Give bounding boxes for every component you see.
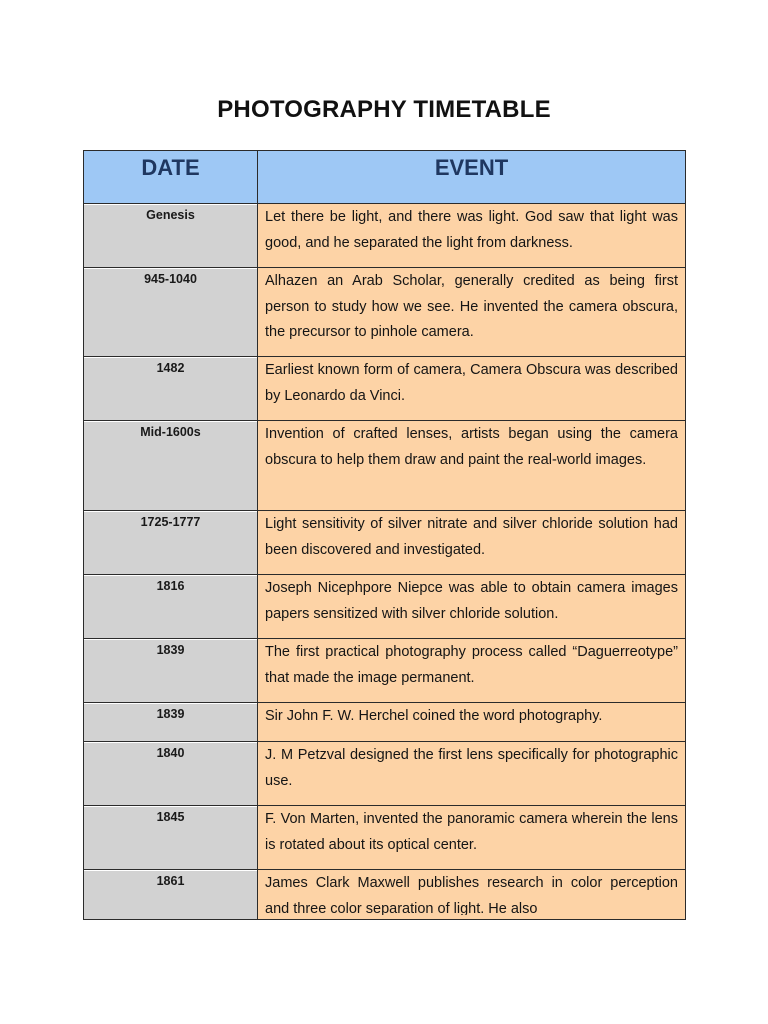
table-row — [84, 639, 686, 703]
date-column-header: DATE — [84, 151, 258, 204]
table-row — [84, 357, 686, 421]
timeline-table — [83, 150, 686, 920]
table-row — [84, 703, 686, 742]
event-cell: Invention of crafted lenses, artists began using the camera obscura to help them draw and paint the real-world images. — [258, 421, 686, 511]
table-row — [84, 268, 686, 357]
event-cell: Joseph Nicephpore Niepce was able to obtain camera images papers sensitized with silver chloride solution. — [258, 575, 686, 639]
date-cell: 1861 — [84, 870, 258, 920]
event-text-clipped: James Clark Maxwell publishes research in color perception and three color separation of light. He also — [265, 875, 678, 915]
date-cell: 1725-1777 — [84, 511, 258, 575]
date-cell: 1845 — [84, 806, 258, 870]
table-row — [84, 204, 686, 268]
event-cell: Sir John F. W. Herchel coined the word photography. — [258, 703, 686, 742]
event-cell: Light sensitivity of silver nitrate and silver chloride solution had been discovered and investigated. — [258, 511, 686, 575]
date-cell: Mid-1600s — [84, 421, 258, 511]
event-cell: J. M Petzval designed the first lens specifically for photographic use. — [258, 742, 686, 806]
table-row — [84, 806, 686, 870]
table-row — [84, 511, 686, 575]
table-row — [84, 742, 686, 806]
table-row — [84, 421, 686, 511]
date-cell: 1816 — [84, 575, 258, 639]
event-cell: Let there be light, and there was light. God saw that light was good, and he separated the light from darkness. — [258, 204, 686, 268]
event-cell: Earliest known form of camera, Camera Obscura was described by Leonardo da Vinci. — [258, 357, 686, 421]
table-header-row — [84, 151, 686, 204]
date-cell: Genesis — [84, 204, 258, 268]
date-cell: 1839 — [84, 639, 258, 703]
table-row — [84, 575, 686, 639]
event-cell: The first practical photography process called “Daguerreotype” that made the image permanent. — [258, 639, 686, 703]
date-cell: 1482 — [84, 357, 258, 421]
table-row — [84, 870, 686, 920]
event-cell: Alhazen an Arab Scholar, generally credited as being first person to study how we see. He invented the camera obscura, the precursor to pinhole camera. — [258, 268, 686, 357]
event-column-header: EVENT — [258, 151, 686, 204]
date-cell: 1839 — [84, 703, 258, 742]
date-cell: 1840 — [84, 742, 258, 806]
event-cell: F. Von Marten, invented the panoramic camera wherein the lens is rotated about its optical center. — [258, 806, 686, 870]
date-cell: 945-1040 — [84, 268, 258, 357]
event-cell — [258, 870, 686, 920]
page-title: PHOTOGRAPHY TIMETABLE — [217, 96, 551, 123]
